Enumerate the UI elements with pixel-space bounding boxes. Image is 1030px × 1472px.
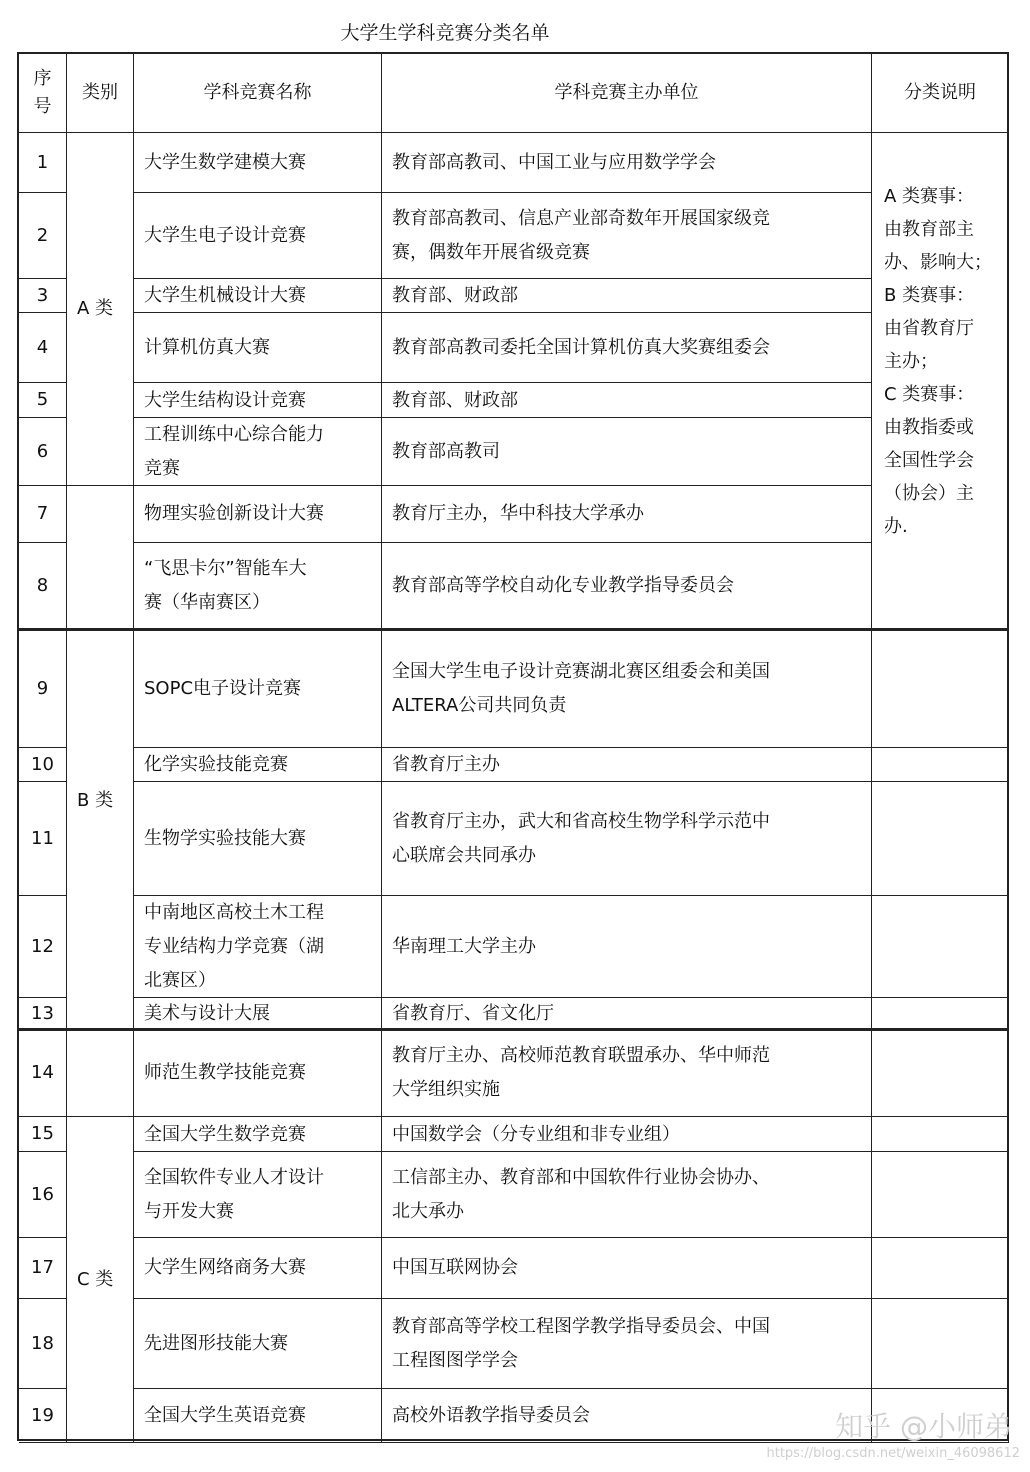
category-note: A 类赛事： 由教育部主 办、影响大； B 类赛事： 由省教育厅 主办； C 类赛事： 由教指委或 全国性学会 （协会）主 办. — [884, 186, 992, 537]
organizer: 工信部主办、教育部和中国软件行业协会协办、 北大承办 — [382, 1152, 872, 1238]
row-number: 7 — [19, 486, 67, 543]
note-empty-cell — [872, 748, 1009, 782]
note-empty-cell — [872, 1152, 1009, 1238]
competition-name: 化学实验技能竞赛 — [134, 748, 382, 782]
organizer: 全国大学生电子设计竞赛湖北赛区组委会和美国 ALTERA公司共同负责 — [382, 630, 872, 748]
organizer: 华南理工大学主办 — [382, 896, 872, 998]
row-number: 1 — [19, 133, 67, 193]
competition-name: 计算机仿真大赛 — [134, 313, 382, 383]
row-number: 6 — [19, 418, 67, 486]
organizer: 教育部高教司、信息产业部奇数年开展国家级竞 赛，偶数年开展省级竞赛 — [382, 193, 872, 279]
row-number: 15 — [19, 1117, 67, 1152]
header-cell: 序 号 — [19, 54, 67, 133]
organizer: 省教育厅主办，武大和省高校生物学科学示范中 心联席会共同承办 — [382, 782, 872, 896]
row-number: 9 — [19, 630, 67, 748]
organizer: 中国互联网协会 — [382, 1238, 872, 1299]
watermark: 知乎 @小师弟 — [835, 1410, 1012, 1443]
competition-name: 美术与设计大展 — [134, 998, 382, 1030]
row-number: 2 — [19, 193, 67, 279]
competition-name: 全国大学生英语竞赛 — [134, 1389, 382, 1443]
organizer: 教育部、财政部 — [382, 279, 872, 313]
competition-name: 大学生数学建模大赛 — [134, 133, 382, 193]
competition-name: 全国大学生数学竞赛 — [134, 1117, 382, 1152]
competition-name: 全国软件专业人才设计 与开发大赛 — [134, 1152, 382, 1238]
header-cell: 学科竞赛主办单位 — [382, 54, 872, 133]
row-number: 5 — [19, 383, 67, 418]
competition-name: 大学生电子设计竞赛 — [134, 193, 382, 279]
competition-name: 先进图形技能大赛 — [134, 1299, 382, 1389]
competition-name: 物理实验创新设计大赛 — [134, 486, 382, 543]
competition-name: SOPC电子设计竞赛 — [134, 630, 382, 748]
row-number: 10 — [19, 748, 67, 782]
page-title: 大学生学科竞赛分类名单 — [340, 22, 550, 44]
note-empty-cell — [872, 1117, 1009, 1152]
row-number: 19 — [19, 1389, 67, 1443]
row-number: 16 — [19, 1152, 67, 1238]
competition-name: 中南地区高校土木工程 专业结构力学竞赛（湖 北赛区） — [134, 896, 382, 998]
organizer: 高校外语教学指导委员会 — [382, 1389, 872, 1443]
competition-name: 生物学实验技能大赛 — [134, 782, 382, 896]
row-number: 11 — [19, 782, 67, 896]
competition-table — [17, 52, 1009, 1441]
category-cell: C 类 — [67, 1117, 134, 1443]
header-cell: 类别 — [67, 54, 134, 133]
watermark-url: https://blog.csdn.net/weixin_46098612 — [766, 1446, 1020, 1461]
organizer: 教育部高教司 — [382, 418, 872, 486]
note-empty-cell — [872, 896, 1009, 998]
note-empty-cell — [872, 998, 1009, 1030]
note-empty-cell — [872, 1030, 1009, 1117]
header-cell: 学科竞赛名称 — [134, 54, 382, 133]
competition-name: 大学生结构设计竞赛 — [134, 383, 382, 418]
category-cell: B 类 — [67, 486, 134, 1117]
organizer: 省教育厅主办 — [382, 748, 872, 782]
competition-name: “飞思卡尔”智能车大 赛（华南赛区） — [134, 543, 382, 630]
row-number: 14 — [19, 1030, 67, 1117]
row-number: 8 — [19, 543, 67, 630]
organizer: 教育厅主办、高校师范教育联盟承办、华中师范 大学组织实施 — [382, 1030, 872, 1117]
organizer: 教育厅主办，华中科技大学承办 — [382, 486, 872, 543]
row-number: 3 — [19, 279, 67, 313]
row-number: 17 — [19, 1238, 67, 1299]
note-empty-cell — [872, 1299, 1009, 1389]
category-cell: A 类 — [67, 133, 134, 486]
organizer: 中国数学会（分专业组和非专业组） — [382, 1117, 872, 1152]
note-empty-cell — [872, 1238, 1009, 1299]
organizer: 教育部高等学校自动化专业教学指导委员会 — [382, 543, 872, 630]
competition-name: 工程训练中心综合能力 竞赛 — [134, 418, 382, 486]
organizer: 教育部高教司、中国工业与应用数学学会 — [382, 133, 872, 193]
thick-divider — [19, 628, 1007, 631]
competition-name: 大学生网络商务大赛 — [134, 1238, 382, 1299]
row-number: 18 — [19, 1299, 67, 1389]
note-empty-cell — [872, 782, 1009, 896]
row-number: 4 — [19, 313, 67, 383]
header-cell: 分类说明 — [872, 54, 1009, 133]
row-number: 12 — [19, 896, 67, 998]
organizer: 教育部高教司委托全国计算机仿真大奖赛组委会 — [382, 313, 872, 383]
thick-divider — [19, 1028, 1007, 1031]
note-empty-cell — [872, 630, 1009, 748]
organizer: 教育部高等学校工程图学教学指导委员会、中国 工程图图学学会 — [382, 1299, 872, 1389]
competition-name: 大学生机械设计大赛 — [134, 279, 382, 313]
organizer: 省教育厅、省文化厅 — [382, 998, 872, 1030]
competition-name: 师范生教学技能竞赛 — [134, 1030, 382, 1117]
organizer: 教育部、财政部 — [382, 383, 872, 418]
row-number: 13 — [19, 998, 67, 1030]
